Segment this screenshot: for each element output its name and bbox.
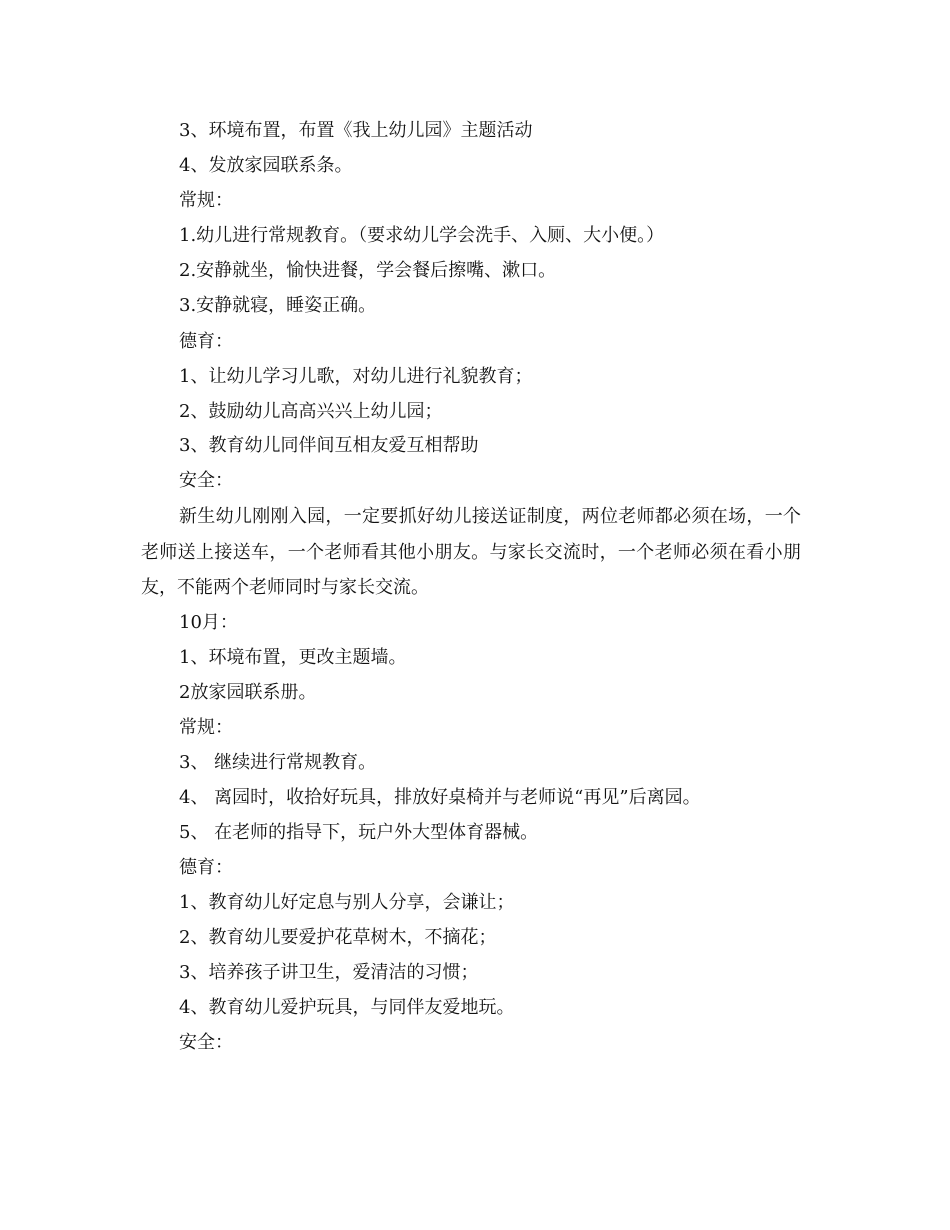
text-line: 2、鼓励幼儿高高兴兴上幼儿园； [179,401,443,422]
text-line: 4、 离园时，收拾好玩具，排放好桌椅并与老师说“再见”后离园。 [179,787,701,808]
text-line: 3.安静就寝，睡姿正确。 [179,295,377,316]
text-line: 5、 在老师的指导下，玩户外大型体育器械。 [179,822,539,843]
section-heading-routine: 常规： [179,717,233,738]
section-heading-moral: 德育： [179,857,233,878]
text-line: 1、环境布置，更改主题墙。 [179,647,407,668]
section-heading-safety: 安全： [179,470,233,491]
section-heading-routine: 常规： [179,190,233,211]
section-heading-safety: 安全： [179,1032,233,1053]
text-line: 1、教育幼儿好定息与别人分享，会谦让； [179,892,515,913]
text-line: 3、教育幼儿同伴间互相友爱互相帮助 [179,435,479,456]
text-line: 1、让幼儿学习儿歌，对幼儿进行礼貌教育； [179,366,533,387]
month-heading: 10月： [179,612,238,633]
text-line: 3、培养孩子讲卫生，爱清洁的习惯； [179,962,479,983]
text-line: 3、环境布置，布置《我上幼儿园》主题活动 [179,120,533,141]
text-line: 2.安静就坐，愉快进餐，学会餐后擦嘴、漱口。 [179,260,557,281]
section-heading-moral: 德育： [179,331,233,352]
text-line: 4、教育幼儿爱护玩具，与同伴友爱地玩。 [179,997,515,1018]
text-line: 3、 继续进行常规教育。 [179,752,377,773]
text-line: 2放家园联系册。 [179,682,317,703]
text-line: 1.幼儿进行常规教育。（要求幼儿学会洗手、入厕、大小便。） [179,225,665,246]
text-line: 4、发放家园联系条。 [179,155,353,176]
text-line: 2、教育幼儿要爱护花草树木，不摘花； [179,927,497,948]
safety-paragraph: 新生幼儿刚刚入园，一定要抓好幼儿接送证制度，两位老师都必须在场，一个老师送上接送车，一个老师看其他小朋友。与家长交流时，一个老师必须在看小朋友，不能两个老师同时与家长交流。 [141,506,801,598]
